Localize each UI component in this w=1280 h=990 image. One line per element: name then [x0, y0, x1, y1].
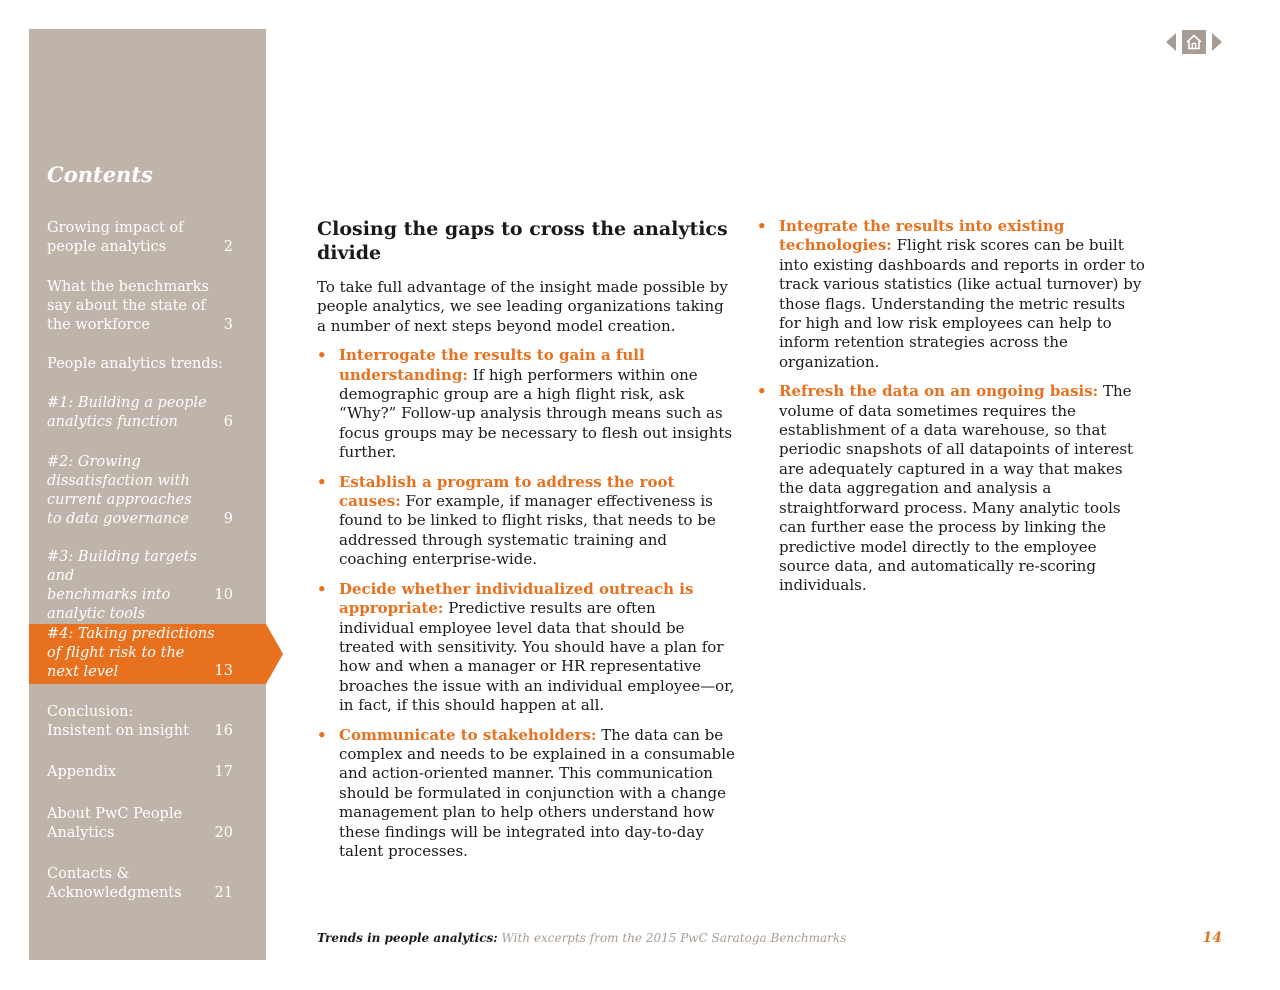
list-item [317, 346, 735, 462]
list-item [757, 382, 1147, 595]
toc-item-page: 17 [214, 764, 233, 780]
toc-item-page: 20 [214, 825, 233, 841]
toc-item-label: #1: Building a people analytics function [47, 395, 207, 430]
toc-item-label: What the benchmarks say about the state of the workforce [47, 279, 209, 333]
bullet-lead: Decide whether individualized outreach is appropriate: [339, 579, 694, 618]
section-heading: Closing the gaps to cross the analytics divide [317, 218, 728, 264]
toc-item-page: 21 [214, 885, 233, 901]
toc-item-trend-2[interactable] [29, 453, 266, 529]
footer-title: Trends in people analytics: [317, 931, 498, 945]
sidebar-title: Contents [47, 162, 153, 187]
toc-item-page: 2 [223, 239, 233, 255]
toc-item-page: 3 [223, 317, 233, 333]
bullet-text: Predictive results are often individual employee level data that should be treated with sensitivity. You should have a plan for how and when a manager or HR representative broaches the issue with an individual employee—or, in fact, if this should happen at all. [339, 599, 735, 715]
contents-sidebar [29, 29, 266, 960]
right-bullet-list [757, 217, 1147, 596]
toc-item-benchmarks[interactable] [29, 278, 266, 335]
toc-item-trends-heading [29, 355, 266, 374]
content-right-column [757, 217, 1147, 606]
toc-item-page: 9 [223, 511, 233, 527]
footer-subtitle: With excerpts from the 2015 PwC Saratoga Benchmarks [501, 931, 847, 945]
toc-item-contacts[interactable] [29, 865, 266, 903]
bullet-text: For example, if manager effectiveness is found to be linked to flight risks, that needs to be addressed through systematic training and coaching enterprise-wide. [339, 492, 716, 569]
bullet-icon: • [317, 725, 327, 744]
bullet-icon: • [757, 382, 767, 401]
intro-paragraph: To take full advantage of the insight made possible by people analytics, we see leading organizations taking a number of next steps beyond model creation. [317, 278, 728, 335]
toc-item-label: Appendix [47, 764, 117, 780]
bullet-text: If high performers within one demographic group are a high flight risk, ask “Why?” Follow-up analysis through means such as focus groups may be necessary to flesh out insights further. [339, 365, 733, 462]
toc-item-label: About PwC People Analytics [47, 806, 183, 841]
toc-item-page: 6 [223, 414, 233, 430]
toc-item-label: Contacts & Acknowledgments [47, 866, 182, 901]
list-item [317, 580, 735, 716]
toc-item-trend-1[interactable] [29, 394, 266, 432]
left-bullet-list [317, 346, 735, 861]
bullet-text: The data can be complex and needs to be explained in a consumable and action-oriented manner. This communication should be formulated in conjunction with a change management plan to help others understand how these findings will be integrated into day-to-day talent processes. [339, 725, 735, 860]
page-number: 14 [1202, 930, 1222, 946]
toc-item-label: Growing impact of people analytics [47, 220, 184, 255]
bullet-lead: Communicate to stakeholders: [339, 725, 597, 744]
bullet-icon: • [317, 472, 327, 491]
toc-item-conclusion[interactable] [29, 703, 266, 741]
page-navigation [1166, 30, 1222, 54]
toc-item-label: #4: Taking predictions of flight risk to the next level [47, 626, 215, 680]
bullet-lead: Establish a program to address the root causes: [339, 472, 675, 511]
chevron-right-icon[interactable] [1212, 33, 1222, 51]
toc-item-label: #3: Building targets and benchmarks into analytic tools [47, 549, 197, 622]
list-item [317, 473, 735, 570]
toc-item-page: 10 [214, 587, 233, 603]
bullet-icon: • [757, 217, 767, 235]
bullet-lead: Integrate the results into existing technologies: [779, 217, 1065, 255]
content-left-column [317, 217, 735, 871]
toc-item-page: 13 [214, 663, 233, 679]
toc-item-trend-4-active[interactable] [29, 624, 266, 684]
page-footer [317, 931, 846, 945]
bullet-icon: • [317, 346, 327, 365]
chevron-left-icon[interactable] [1166, 33, 1176, 51]
bullet-lead: Refresh the data on an ongoing basis: [779, 382, 1099, 401]
toc-item-label: #2: Growing dissatisfaction with current approaches to data governance [47, 454, 192, 527]
toc-item-trend-3[interactable] [29, 548, 266, 622]
toc-item-label: Conclusion: Insistent on insight [47, 704, 189, 739]
bullet-text: Flight risk scores can be built into existing dashboards and reports in order to track various statistics (like actual turnover) by those flags. Understanding the metric results for high and low risk employees can help to inform retention strategies across the organization. [779, 236, 1145, 371]
toc-item-growing-impact[interactable] [29, 219, 266, 257]
toc-item-page: 16 [214, 723, 233, 739]
toc-item-about[interactable] [29, 805, 266, 843]
bullet-icon: • [317, 579, 327, 598]
list-item [757, 217, 1147, 372]
list-item [317, 726, 735, 862]
bullet-lead: Interrogate the results to gain a full understanding: [339, 346, 645, 384]
home-icon[interactable] [1182, 30, 1206, 54]
home-glyph [1185, 33, 1203, 51]
toc-item-label: People analytics trends: [47, 356, 223, 372]
bullet-text: The volume of data sometimes requires the establishment of a data warehouse, so that periodic snapshots of all datapoints of interest are adequately captured in a way that makes the data aggregation and analysis a straightforward process. Many analytic tools can further ease the process by linking the predictive model directly to the employee source data, and automatically re-scoring individuals. [779, 382, 1134, 595]
toc-item-appendix[interactable] [29, 763, 266, 782]
